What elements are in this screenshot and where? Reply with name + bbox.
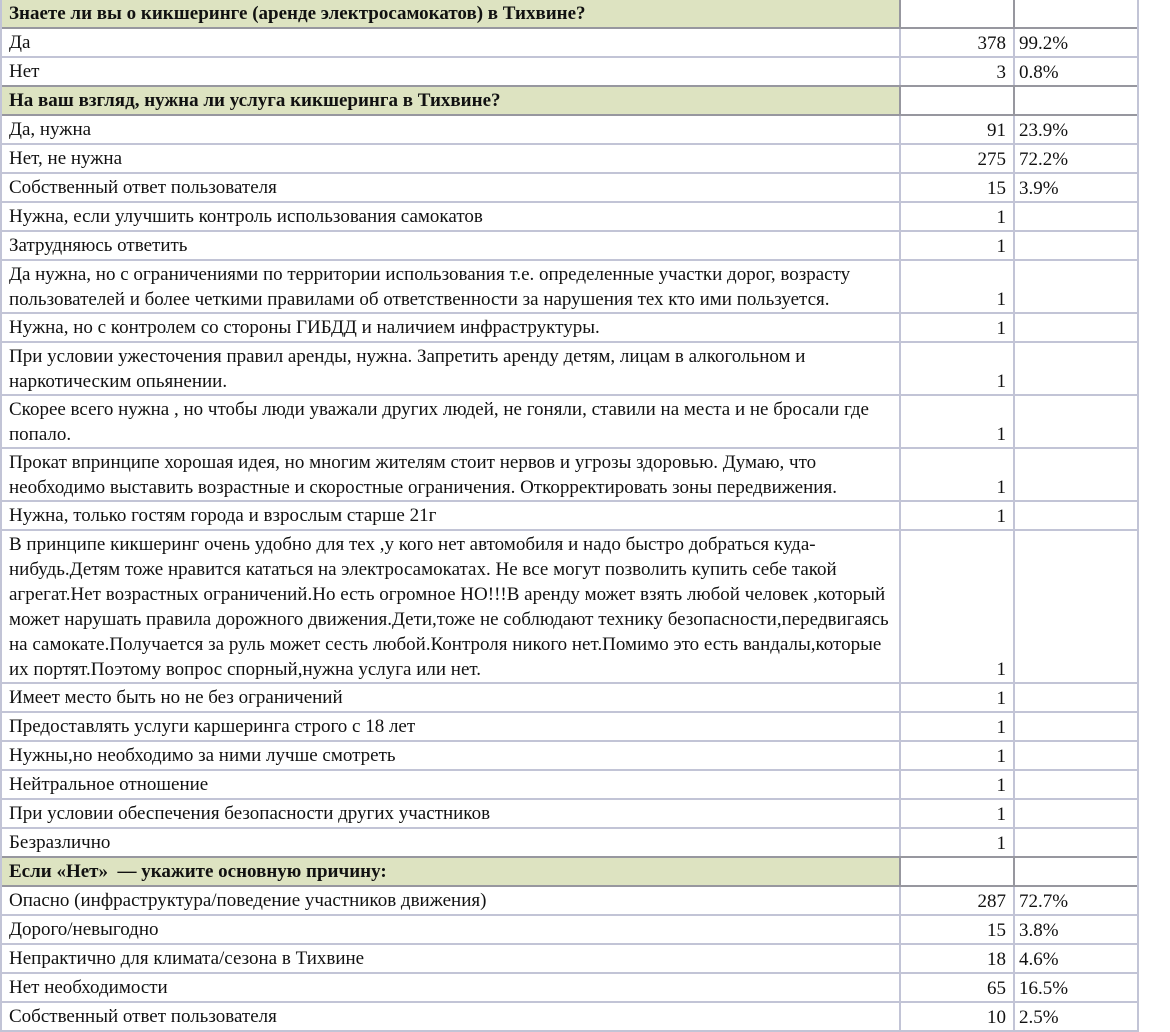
table-row bbox=[2, 29, 1137, 58]
answer-cell[interactable]: Собственный ответ пользователя bbox=[2, 174, 901, 201]
count-cell[interactable]: 378 bbox=[901, 29, 1015, 56]
count-cell[interactable]: 3 bbox=[901, 58, 1015, 85]
percent-cell[interactable] bbox=[1015, 742, 1127, 769]
section-header-cell[interactable]: На ваш взгляд, нужна ли услуга кикшеринга в Тихвине? bbox=[2, 87, 901, 114]
count-cell[interactable]: 10 bbox=[901, 1003, 1015, 1030]
section-header-row bbox=[2, 85, 1137, 116]
percent-cell[interactable] bbox=[1015, 800, 1127, 827]
answer-cell[interactable]: Имеет место быть но не без ограничений bbox=[2, 684, 901, 711]
table-row bbox=[2, 261, 1137, 314]
answer-cell[interactable]: При условии обеспечения безопасности других участников bbox=[2, 800, 901, 827]
percent-cell[interactable] bbox=[1015, 858, 1127, 885]
table-row bbox=[2, 396, 1137, 449]
count-cell[interactable]: 15 bbox=[901, 174, 1015, 201]
table-row bbox=[2, 771, 1137, 800]
percent-cell[interactable] bbox=[1015, 261, 1127, 312]
table-row bbox=[2, 174, 1137, 203]
count-cell[interactable]: 1 bbox=[901, 684, 1015, 711]
answer-cell[interactable]: Нужна, если улучшить контроль использования самокатов bbox=[2, 203, 901, 230]
table-row bbox=[2, 58, 1137, 87]
table-row bbox=[2, 974, 1137, 1003]
table-row bbox=[2, 1003, 1137, 1032]
answer-cell[interactable]: Скорее всего нужна , но чтобы люди уважали других людей, не гоняли, ставили на места и не бросали где попало. bbox=[2, 396, 901, 447]
answer-cell[interactable]: При условии ужесточения правил аренды, нужна. Запретить аренду детям, лицам в алкогольном и наркотическим опьянении. bbox=[2, 343, 901, 394]
table-row bbox=[2, 945, 1137, 974]
answer-cell[interactable]: Нужна, но с контролем со стороны ГИБДД и наличием инфраструктуры. bbox=[2, 314, 901, 341]
percent-cell[interactable] bbox=[1015, 0, 1127, 27]
count-cell[interactable] bbox=[901, 0, 1015, 27]
answer-cell[interactable]: В принципе кикшеринг очень удобно для тех ,у кого нет автомобиля и надо быстро добраться куда-нибудь.Детям тоже нравится кататься на электросамокатах. Не все могут позволить купить себе такой агрегат.Нет возрастных ограничений.Но есть огромное НО!!!В аренду может взять любой человек ,который может нарушать правила дорожного движения.Дети,тоже не соблюдают технику безопасности,передвигаясь на самокате.Получается за руль может сесть любой.Контроля никого нет.Помимо это есть вандалы,которые их портят.Поэтому вопрос спорный,нужна услуга или нет. bbox=[2, 531, 901, 682]
count-cell[interactable]: 1 bbox=[901, 800, 1015, 827]
table-row bbox=[2, 800, 1137, 829]
table-row bbox=[2, 232, 1137, 261]
answer-cell[interactable]: Нужна, только гостям города и взрослым старше 21г bbox=[2, 502, 901, 529]
percent-cell[interactable] bbox=[1015, 684, 1127, 711]
table-row bbox=[2, 742, 1137, 771]
count-cell[interactable]: 275 bbox=[901, 145, 1015, 172]
count-cell[interactable] bbox=[901, 858, 1015, 885]
percent-cell[interactable]: 16.5% bbox=[1019, 978, 1069, 999]
count-cell[interactable]: 1 bbox=[901, 314, 1015, 341]
answer-cell[interactable]: Нейтральное отношение bbox=[2, 771, 901, 798]
count-cell[interactable]: 1 bbox=[901, 261, 1015, 312]
count-cell[interactable]: 1 bbox=[901, 502, 1015, 529]
section-header-cell[interactable]: Знаете ли вы о кикшеринге (аренде электросамокатов) в Тихвине? bbox=[2, 0, 901, 27]
answer-cell[interactable]: Безразлично bbox=[2, 829, 901, 856]
percent-cell[interactable] bbox=[1015, 829, 1127, 856]
table-row bbox=[2, 916, 1137, 945]
percent-cell[interactable] bbox=[1015, 713, 1127, 740]
table-row bbox=[2, 343, 1137, 396]
answer-cell[interactable]: Затрудняюсь ответить bbox=[2, 232, 901, 259]
count-cell[interactable]: 1 bbox=[901, 742, 1015, 769]
answer-cell[interactable]: Прокат впринципе хорошая идея, но многим жителям стоит нервов и угрозы здоровью. Думаю, что необходимо выставить возрастные и скоростные ограничения. Откорректировать зоны передвижения. bbox=[2, 449, 901, 500]
count-cell[interactable]: 1 bbox=[901, 531, 1015, 682]
table-row bbox=[2, 531, 1137, 684]
table-row bbox=[2, 887, 1137, 916]
answer-cell[interactable]: Нет, не нужна bbox=[2, 145, 901, 172]
answer-cell[interactable]: Нет необходимости bbox=[2, 974, 901, 1001]
count-cell[interactable]: 1 bbox=[901, 396, 1015, 447]
count-cell[interactable] bbox=[901, 87, 1015, 114]
percent-cell[interactable]: 23.9% bbox=[1019, 120, 1069, 141]
percent-cell[interactable]: 2.5% bbox=[1019, 1007, 1059, 1028]
table-row bbox=[2, 829, 1137, 858]
count-cell[interactable]: 1 bbox=[901, 449, 1015, 500]
percent-cell[interactable]: 0.8% bbox=[1019, 62, 1059, 83]
table-row bbox=[2, 713, 1137, 742]
answer-cell[interactable]: Нужны,но необходимо за ними лучше смотреть bbox=[2, 742, 901, 769]
answer-cell[interactable]: Непрактично для климата/сезона в Тихвине bbox=[2, 945, 901, 972]
percent-cell[interactable]: 72.7% bbox=[1019, 891, 1069, 912]
percent-cell[interactable] bbox=[1015, 449, 1127, 500]
count-cell[interactable]: 18 bbox=[901, 945, 1015, 972]
percent-cell[interactable]: 99.2% bbox=[1019, 33, 1069, 54]
count-cell[interactable]: 1 bbox=[901, 713, 1015, 740]
percent-cell[interactable]: 3.8% bbox=[1019, 920, 1059, 941]
table-row bbox=[2, 145, 1137, 174]
count-cell[interactable]: 15 bbox=[901, 916, 1015, 943]
count-cell[interactable]: 287 bbox=[901, 887, 1015, 914]
percent-cell[interactable] bbox=[1015, 314, 1127, 341]
answer-cell[interactable]: Предоставлять услуги каршеринга строго с 18 лет bbox=[2, 713, 901, 740]
answer-cell[interactable]: Нет bbox=[2, 58, 901, 85]
count-cell[interactable]: 91 bbox=[901, 116, 1015, 143]
count-cell[interactable]: 1 bbox=[901, 771, 1015, 798]
count-cell[interactable]: 1 bbox=[901, 203, 1015, 230]
answer-cell[interactable]: Опасно (инфраструктура/поведение участников движения) bbox=[2, 887, 901, 914]
answer-cell[interactable]: Дорого/невыгодно bbox=[2, 916, 901, 943]
percent-cell[interactable] bbox=[1015, 232, 1127, 259]
section-header-row bbox=[2, 856, 1137, 887]
percent-cell[interactable] bbox=[1015, 87, 1127, 114]
percent-cell[interactable]: 3.9% bbox=[1019, 178, 1059, 199]
table-row bbox=[2, 684, 1137, 713]
count-cell[interactable]: 1 bbox=[901, 343, 1015, 394]
count-cell[interactable]: 65 bbox=[901, 974, 1015, 1001]
section-header-row bbox=[2, 0, 1137, 29]
count-cell[interactable]: 1 bbox=[901, 232, 1015, 259]
percent-cell[interactable] bbox=[1015, 502, 1127, 529]
table-row bbox=[2, 314, 1137, 343]
answer-cell[interactable]: Да, нужна bbox=[2, 116, 901, 143]
table-row bbox=[2, 116, 1137, 145]
percent-cell[interactable] bbox=[1015, 531, 1127, 682]
percent-cell[interactable] bbox=[1015, 396, 1127, 447]
percent-cell[interactable] bbox=[1015, 203, 1127, 230]
answer-cell[interactable]: Собственный ответ пользователя bbox=[2, 1003, 901, 1030]
answer-cell[interactable]: Да bbox=[2, 29, 901, 56]
percent-cell[interactable]: 4.6% bbox=[1019, 949, 1059, 970]
table-row bbox=[2, 502, 1137, 531]
count-cell[interactable]: 1 bbox=[901, 829, 1015, 856]
percent-cell[interactable] bbox=[1015, 771, 1127, 798]
table-row bbox=[2, 449, 1137, 502]
section-header-cell[interactable]: Если «Нет» — укажите основную причину: bbox=[2, 858, 901, 885]
percent-cell[interactable]: 72.2% bbox=[1019, 149, 1069, 170]
table-row bbox=[2, 203, 1137, 232]
percent-cell[interactable] bbox=[1015, 343, 1127, 394]
answer-cell[interactable]: Да нужна, но с ограничениями по территории использования т.е. определенные участки дорог, возрасту пользователей и более четкими правилами об ответственности за нарушения тех кто ими пользуется. bbox=[2, 261, 901, 312]
